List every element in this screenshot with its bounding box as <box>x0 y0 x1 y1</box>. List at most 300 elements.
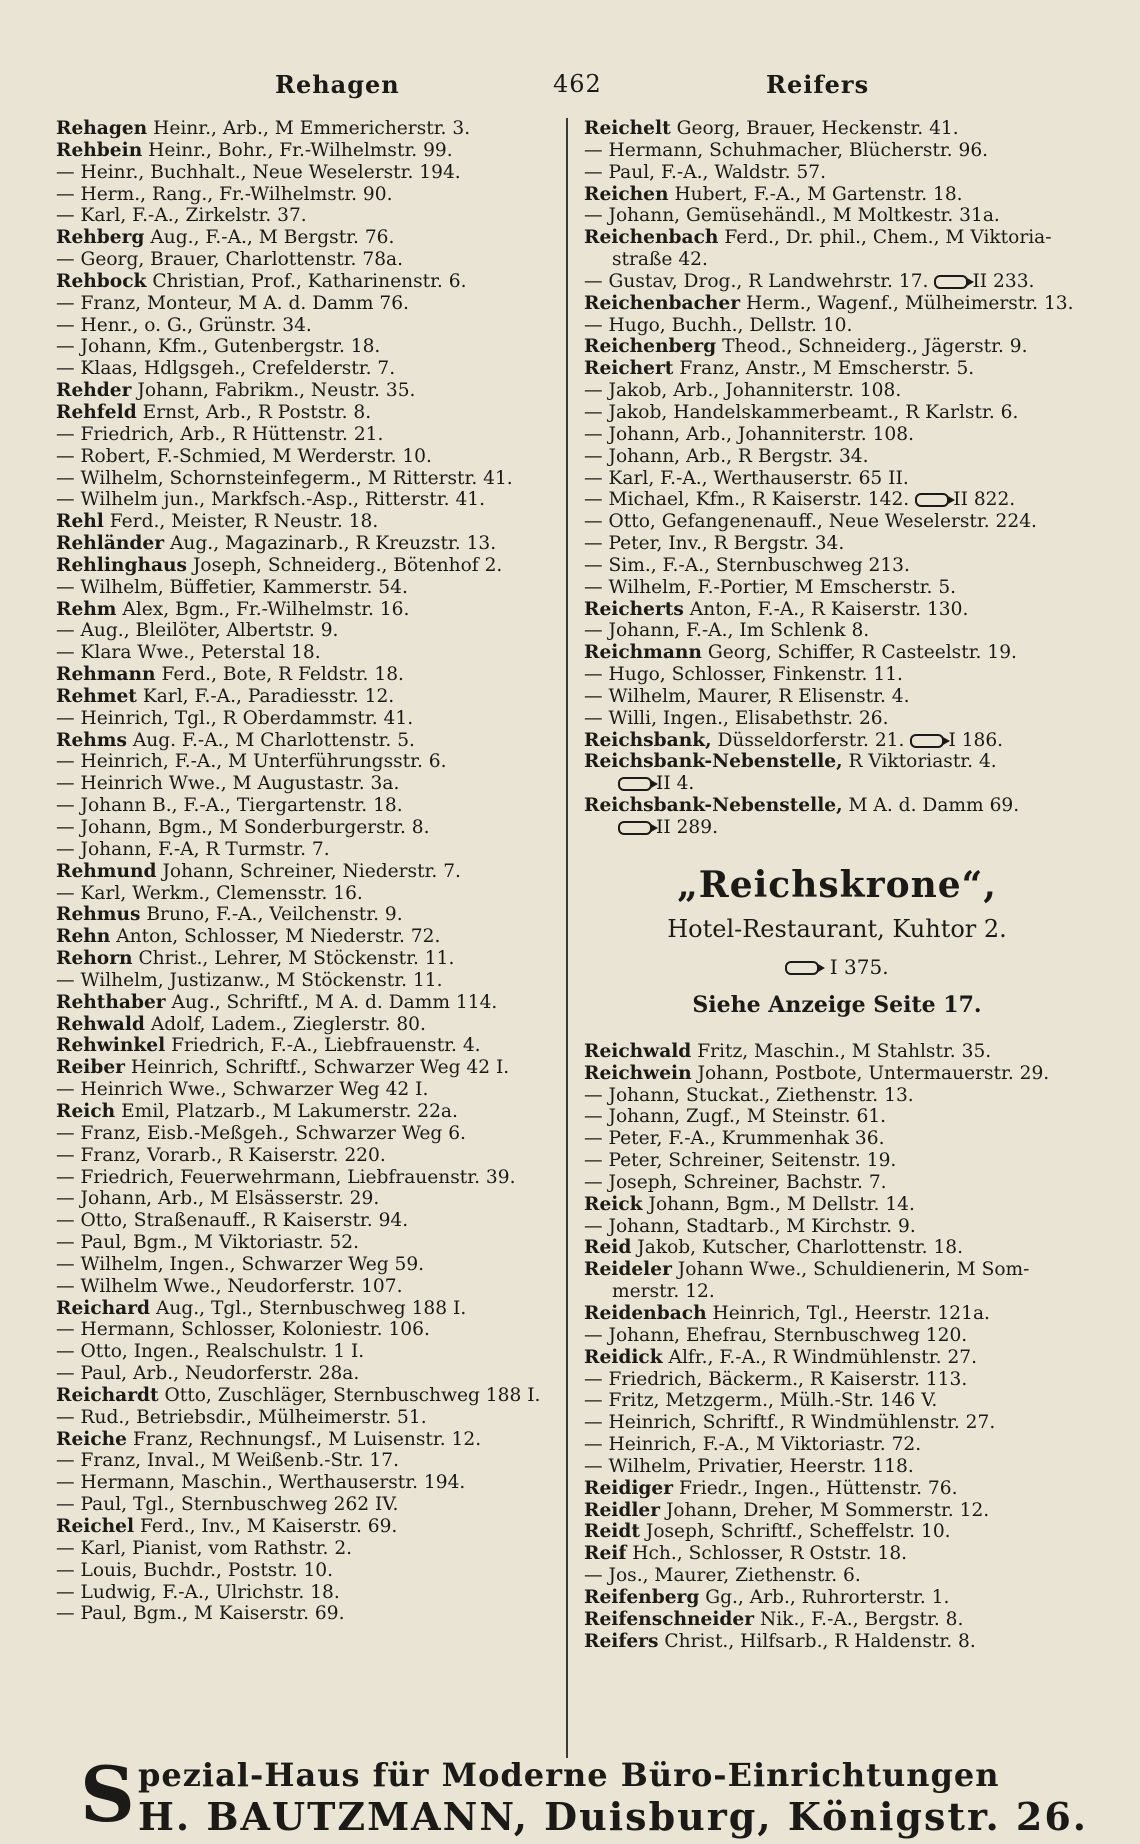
directory-entry <box>56 1276 560 1298</box>
entry-surname: Rehms <box>56 729 127 751</box>
directory-entry <box>584 1390 1090 1412</box>
entry-details: Alfr., F.-A., R Windmühlenstr. 27. <box>668 1346 978 1368</box>
entry-details: — Henr., o. G., Grünstr. 34. <box>56 314 312 336</box>
directory-entry <box>584 489 1090 511</box>
directory-entry <box>584 424 1090 446</box>
entry-details: Ernst, Arb., R Poststr. 8. <box>142 401 372 423</box>
entry-details: — Fritz, Metzgerm., Mülh.-Str. 146 V. <box>584 1390 938 1412</box>
entry-surname: Reidick <box>584 1346 663 1368</box>
directory-entry <box>56 948 560 970</box>
entry-details: Ferd., Dr. phil., Chem., M Viktoria- <box>724 227 1052 249</box>
directory-entry <box>584 1128 1090 1150</box>
directory-entry <box>584 1565 1090 1587</box>
directory-entry <box>584 205 1090 227</box>
entry-surname: Reichwein <box>584 1062 692 1084</box>
entry-surname: Reid <box>584 1237 632 1259</box>
directory-entry <box>56 773 560 795</box>
telephone-icon <box>618 821 652 835</box>
entry-details: — Hugo, Buchh., Dellstr. 10. <box>584 314 853 336</box>
entry-surname: Reichelt <box>584 118 671 139</box>
entry-details: Ferd., Inv., M Kaiserstr. 69. <box>140 1516 398 1537</box>
entry-details: — Johann, Stuckat., Ziethenstr. 13. <box>584 1084 914 1106</box>
directory-entry <box>584 1631 1090 1653</box>
directory-entry <box>584 227 1090 249</box>
entry-details: — Friedrich, Arb., R Hüttenstr. 21. <box>56 423 384 445</box>
directory-entry <box>584 1172 1090 1194</box>
directory-entry <box>56 162 560 184</box>
entry-details: — Karl, F.-A., Werthauserstr. 65 II. <box>584 467 909 489</box>
entry-surname: Reifers <box>584 1630 659 1652</box>
entry-details: — Johann, Arb., M Elsässerstr. 29. <box>56 1188 380 1210</box>
entry-details: — Heinrich, F.-A., M Viktoriastr. 72. <box>584 1434 922 1456</box>
entry-details: — Wilhelm, Büffetier, Kammerstr. 54. <box>56 576 408 598</box>
directory-entry <box>56 577 560 599</box>
directory-entry <box>56 1079 560 1101</box>
directory-entry <box>584 336 1090 358</box>
entry-details: Aug. F.-A., M Charlottenstr. 5. <box>132 729 415 751</box>
entry-details: Herm., Wagenf., Mülheimerstr. 13. <box>745 292 1074 314</box>
entry-details: Johann, Postbote, Untermauerstr. 29. <box>697 1062 1050 1084</box>
directory-entry <box>584 533 1090 555</box>
entry-details: Aug., Schriftf., M A. d. Damm 114. <box>171 991 498 1013</box>
footer-line-1: pezial-Haus für Moderne Büro-Einrichtungen <box>138 1756 1000 1794</box>
entry-details: — Johann, Zugf., M Steinstr. 61. <box>584 1106 887 1128</box>
directory-entry <box>584 1434 1090 1456</box>
right-column-top-entries <box>584 118 1090 839</box>
directory-entry <box>584 1478 1090 1500</box>
directory-entry <box>56 642 560 664</box>
directory-entry <box>584 380 1090 402</box>
entry-details: Nik., F.-A., Bergstr. 8. <box>759 1608 964 1630</box>
entry-details: — Paul, F.-A., Waldstr. 57. <box>584 161 827 183</box>
entry-details: Georg, Brauer, Heckenstr. 41. <box>676 118 959 139</box>
directory-entry <box>56 1057 560 1079</box>
telephone-icon <box>934 275 968 289</box>
entry-phone-number: II 4. <box>656 773 695 795</box>
entry-details: — Hermann, Schlosser, Koloniestr. 106. <box>56 1319 430 1341</box>
entry-details: — Klara Wwe., Peterstal 18. <box>56 642 321 664</box>
directory-entry <box>56 424 560 446</box>
entry-details: — Rud., Betriebsdir., Mülheimerstr. 51. <box>56 1406 427 1428</box>
entry-details: Ferd., Meister, R Neustr. 18. <box>109 511 379 533</box>
entry-details: Christ., Lehrer, M Stöckenstr. 11. <box>138 948 455 970</box>
entry-details: — Klaas, Hdlgsgeh., Crefelderstr. 7. <box>56 358 396 380</box>
entry-details: — Karl, F.-A., Zirkelstr. 37. <box>56 205 307 227</box>
directory-entry <box>584 315 1090 337</box>
entry-details: — Johann, F.-A, R Turmstr. 7. <box>56 838 330 860</box>
entry-surname: Reifenberg <box>584 1586 700 1608</box>
entry-surname: Rehwald <box>56 1013 145 1035</box>
directory-entry <box>56 904 560 926</box>
entry-details: — Paul, Tgl., Sternbuschweg 262 IV. <box>56 1494 399 1516</box>
entry-details: Christ., Hilfsarb., R Haldenstr. 8. <box>664 1630 976 1652</box>
entry-surname: Reiber <box>56 1057 125 1079</box>
directory-entry <box>56 336 560 358</box>
directory-entry <box>56 1341 560 1363</box>
entry-surname: Reichel <box>56 1516 135 1537</box>
entry-surname: Rehländer <box>56 533 165 555</box>
entry-surname: Rehfeld <box>56 401 137 423</box>
entry-surname: Rehthaber <box>56 991 166 1013</box>
entry-details: Alex, Bgm., Fr.-Wilhelmstr. 16. <box>122 598 410 620</box>
telephone-icon <box>618 777 652 791</box>
entry-details: — Hermann, Schuhmacher, Blücherstr. 96. <box>584 139 989 161</box>
directory-entry <box>584 1216 1090 1238</box>
entry-details: — Karl, Werkm., Clemensstr. 16. <box>56 882 363 904</box>
directory-entry <box>56 205 560 227</box>
entry-details: Aug., Tgl., Sternbuschweg 188 I. <box>155 1297 467 1319</box>
directory-entry <box>584 577 1090 599</box>
directory-entry <box>584 686 1090 708</box>
directory-entry <box>584 1347 1090 1369</box>
directory-entry <box>56 249 560 271</box>
entry-surname: Rehagen <box>56 118 148 139</box>
directory-entry <box>56 1516 560 1538</box>
entry-surname: Reichwald <box>584 1040 692 1062</box>
entry-details: Düsseldorferstr. 21. <box>717 729 905 751</box>
entry-details: — Johann, Gemüsehändl., M Moltkestr. 31a. <box>584 205 1000 227</box>
entry-details: Hubert, F.-A., M Gartenstr. 18. <box>674 183 963 205</box>
entry-details: Anton, F.-A., R Kaiserstr. 130. <box>689 598 969 620</box>
entry-surname: Reidiger <box>584 1477 674 1499</box>
entry-details: — Johann B., F.-A., Tiergartenstr. 18. <box>56 795 403 817</box>
advert-box <box>584 861 1090 1025</box>
entry-phone-number: II 822. <box>953 489 1016 511</box>
entry-details: — Jakob, Handelskammerbeamt., R Karlstr. 6. <box>584 401 1019 423</box>
entry-surname: Reichenbach <box>584 227 719 249</box>
directory-entry <box>56 1385 560 1407</box>
entry-details: — Franz, Eisb.-Meßgeh., Schwarzer Weg 6. <box>56 1122 466 1144</box>
directory-entry <box>584 511 1090 533</box>
directory-entry <box>584 730 1090 752</box>
directory-entry <box>56 686 560 708</box>
entry-details: Otto, Zuschläger, Sternbuschweg 188 I. <box>164 1384 541 1406</box>
entry-surname: Rehder <box>56 380 132 402</box>
entry-details: Aug., Magazinarb., R Kreuzstr. 13. <box>169 533 497 555</box>
entry-details: — Wilhelm, Justizanw., M Stöckenstr. 11. <box>56 969 443 991</box>
directory-entry <box>56 184 560 206</box>
entry-surname: Rehm <box>56 598 117 620</box>
entry-details: Friedr., Ingen., Hüttenstr. 76. <box>678 1477 958 1499</box>
directory-entry <box>56 1298 560 1320</box>
entry-details: — Otto, Ingen., Realschulstr. 1 I. <box>56 1341 365 1363</box>
entry-details: — Heinrich, Schriftf., R Windmühlenstr. 27. <box>584 1412 996 1434</box>
entry-phone-number: II 289. <box>656 817 719 838</box>
directory-entry <box>56 1494 560 1516</box>
directory-entry <box>56 1319 560 1341</box>
entry-details: Theod., Schneiderg., Jägerstr. 9. <box>722 336 1028 358</box>
entry-details: — Wilhelm jun., Markfsch.-Asp., Ritterstr. 41. <box>56 489 486 511</box>
directory-entry <box>584 599 1090 621</box>
directory-entry <box>56 599 560 621</box>
running-head-right: Reifers <box>766 70 870 99</box>
entry-details: — Johann, Ehefrau, Sternbuschweg 120. <box>584 1324 968 1346</box>
footer-initial: S <box>80 1750 135 1839</box>
entry-details: — Wilhelm, Maurer, R Elisenstr. 4. <box>584 685 910 707</box>
entry-surname: Reidler <box>584 1499 661 1521</box>
entry-surname: Reichmann <box>584 642 702 664</box>
directory-entry <box>56 555 560 577</box>
entry-details: Franz, Rechnungsf., M Luisenstr. 12. <box>132 1428 482 1450</box>
directory-entry <box>584 1325 1090 1347</box>
directory-entry <box>584 1587 1090 1609</box>
entry-details: — Louis, Buchdr., Poststr. 10. <box>56 1559 334 1581</box>
entry-details: Johann, Schreiner, Niederstr. 7. <box>162 860 461 882</box>
entry-surname: Reichert <box>584 358 674 380</box>
entry-details: — Heinrich, F.-A., M Unterführungsstr. 6. <box>56 751 447 773</box>
directory-entry <box>584 402 1090 424</box>
directory-entry <box>584 1412 1090 1434</box>
directory-entry <box>584 795 1090 817</box>
directory-entry <box>584 664 1090 686</box>
entry-details: — Robert, F.-Schmied, M Werderstr. 10. <box>56 445 432 467</box>
directory-entry <box>56 446 560 468</box>
entry-details: — Wilhelm Wwe., Neudorferstr. 107. <box>56 1275 403 1297</box>
entry-details: Johann Wwe., Schuldienerin, M Som- <box>677 1259 1030 1281</box>
directory-entry <box>56 271 560 293</box>
entry-details: R Viktoriastr. 4. <box>848 751 997 773</box>
directory-entry <box>584 118 1090 140</box>
telephone-icon <box>910 734 944 748</box>
directory-entry <box>56 664 560 686</box>
entry-details: Heinr., Arb., M Emmericherstr. 3. <box>153 118 471 139</box>
directory-entry <box>56 140 560 162</box>
directory-entry <box>584 1500 1090 1522</box>
entry-details: — Wilhelm, Privatier, Heerstr. 118. <box>584 1455 914 1477</box>
directory-entry <box>56 1254 560 1276</box>
entry-details: Anton, Schlosser, M Niederstr. 72. <box>116 926 441 948</box>
directory-entry <box>56 1472 560 1494</box>
entry-details: — Hermann, Maschin., Werthauserstr. 194. <box>56 1472 466 1494</box>
entry-surname: Rehmann <box>56 664 156 686</box>
footer-line-2: H. BAUTZMANN, Duisburg, Königstr. 26. <box>138 1794 1089 1839</box>
entry-details: Joseph, Schriftf., Scheffelstr. 10. <box>645 1521 951 1543</box>
entry-details: — Heinr., Buchhalt., Neue Weselerstr. 194. <box>56 161 461 183</box>
directory-entry <box>56 839 560 861</box>
directory-entry <box>56 1450 560 1472</box>
entry-surname: Reiche <box>56 1428 128 1450</box>
entry-details: — Franz, Monteur, M A. d. Damm 76. <box>56 292 409 314</box>
directory-entry <box>56 1101 560 1123</box>
directory-entry <box>584 1521 1090 1543</box>
entry-phone-number: II 233. <box>972 270 1035 292</box>
entry-details: — Karl, Pianist, vom Rathstr. 2. <box>56 1537 353 1559</box>
directory-entry <box>56 118 560 140</box>
directory-entry <box>56 708 560 730</box>
right-column <box>584 118 1090 1652</box>
entry-details: — Johann, F.-A., Im Schlenk 8. <box>584 620 870 642</box>
entry-details: — Johann, Arb., R Bergstr. 34. <box>584 445 869 467</box>
directory-entry <box>56 358 560 380</box>
entry-details: — Friedrich, Feuerwehrmann, Liebfrauenstr. 39. <box>56 1166 516 1188</box>
entry-details: — Herm., Rang., Fr.-Wilhelmstr. 90. <box>56 183 393 205</box>
directory-entry <box>584 184 1090 206</box>
directory-entry <box>56 1603 560 1625</box>
entry-details: — Willi, Ingen., Elisabethstr. 26. <box>584 707 889 729</box>
directory-entry <box>56 730 560 752</box>
entry-details: — Johann, Bgm., M Sonderburgerstr. 8. <box>56 817 430 838</box>
entry-details: — Johann, Arb., Johanniterstr. 108. <box>584 423 914 445</box>
entry-details: Heinr., Bohr., Fr.-Wilhelmstr. 99. <box>148 139 453 161</box>
entry-surname: Reichsbank, <box>584 729 712 751</box>
directory-entry <box>584 1063 1090 1085</box>
directory-entry <box>56 468 560 490</box>
entry-surname: Reideler <box>584 1259 672 1281</box>
directory-entry <box>584 162 1090 184</box>
entry-details: Emil, Platzarb., M Lakumerstr. 22a. <box>121 1100 458 1122</box>
directory-entry <box>56 1582 560 1604</box>
entry-details: Jakob, Kutscher, Charlottenstr. 18. <box>637 1237 964 1259</box>
directory-entry <box>56 1429 560 1451</box>
entry-details: — Hugo, Schlosser, Finkenstr. 11. <box>584 664 903 686</box>
advert-note: Siehe Anzeige Seite 17. <box>692 991 982 1018</box>
directory-entry <box>584 1456 1090 1478</box>
entry-details: Heinrich, Tgl., Heerstr. 121a. <box>712 1302 990 1324</box>
entry-phone-number: I 186. <box>948 729 1004 751</box>
directory-entry <box>584 708 1090 730</box>
entry-details: Friedrich, F.-A., Liebfrauenstr. 4. <box>171 1035 481 1057</box>
running-head-left: Rehagen <box>275 70 400 99</box>
directory-entry <box>584 555 1090 577</box>
directory-entry <box>56 1167 560 1189</box>
directory-entry <box>56 1188 560 1210</box>
entry-details: Franz, Anstr., M Emscherstr. 5. <box>679 358 975 380</box>
entry-details: — Heinrich Wwe., M Augustastr. 3a. <box>56 773 400 795</box>
entry-details: Adolf, Ladem., Zieglerstr. 80. <box>150 1013 426 1035</box>
directory-entry <box>584 1609 1090 1631</box>
entry-details: — Sim., F.-A., Sternbuschweg 213. <box>584 554 910 576</box>
entry-details: — Gustav, Drog., R Landwehrstr. 17. <box>584 270 929 292</box>
directory-entry <box>56 795 560 817</box>
directory-entry <box>584 1259 1090 1281</box>
entry-details: merstr. 12. <box>612 1281 715 1303</box>
directory-entry <box>584 1150 1090 1172</box>
directory-entry <box>56 883 560 905</box>
directory-entry <box>56 1123 560 1145</box>
directory-entry <box>56 970 560 992</box>
entry-surname: Rehmund <box>56 860 157 882</box>
entry-details: — Michael, Kfm., R Kaiserstr. 142. <box>584 489 910 511</box>
directory-entry <box>584 1543 1090 1565</box>
directory-entry <box>584 751 1090 773</box>
directory-entry <box>56 380 560 402</box>
entry-details: M A. d. Damm 69. <box>848 795 1020 817</box>
entry-details: — Otto, Straßenauff., R Kaiserstr. 94. <box>56 1210 409 1232</box>
entry-surname: Reidenbach <box>584 1302 707 1324</box>
directory-entry <box>584 1106 1090 1128</box>
entry-phone <box>618 773 694 795</box>
directory-entry <box>56 227 560 249</box>
entry-details: — Johann, Stadtarb., M Kirchstr. 9. <box>584 1215 916 1237</box>
directory-entry <box>584 1085 1090 1107</box>
entry-details: straße 42. <box>612 249 708 271</box>
entry-details: — Wilhelm, Ingen., Schwarzer Weg 59. <box>56 1253 425 1275</box>
entry-phone <box>934 271 1034 293</box>
directory-entry <box>56 315 560 337</box>
directory-entry <box>56 992 560 1014</box>
directory-entry <box>584 1303 1090 1325</box>
entry-surname: Rehberg <box>56 227 145 249</box>
entry-details: — Ludwig, F.-A., Ulrichstr. 18. <box>56 1581 340 1603</box>
entry-surname: Reichsbank-Nebenstelle, <box>584 795 843 817</box>
directory-entry <box>584 620 1090 642</box>
entry-surname: Reif <box>584 1543 627 1565</box>
directory-entry <box>584 1281 1090 1303</box>
entry-details: — Aug., Bleilöter, Albertstr. 9. <box>56 620 339 642</box>
entry-surname: Reichen <box>584 183 669 205</box>
directory-entry <box>56 861 560 883</box>
directory-entry <box>56 511 560 533</box>
entry-details: — Peter, Inv., R Bergstr. 34. <box>584 533 845 555</box>
directory-entry <box>584 773 1090 795</box>
directory-entry <box>584 817 1090 839</box>
entry-phone <box>915 489 1015 511</box>
entry-details: — Joseph, Schreiner, Bachstr. 7. <box>584 1171 887 1193</box>
entry-surname: Rehn <box>56 926 111 948</box>
directory-entry <box>584 1194 1090 1216</box>
entry-details: Georg, Schiffer, R Casteelstr. 19. <box>707 642 1017 664</box>
advert-subtitle: Hotel-Restaurant, Kuhtor 2. <box>667 914 1007 943</box>
entry-phone <box>618 817 718 839</box>
entry-surname: Rehmus <box>56 904 141 926</box>
directory-entry <box>56 1363 560 1385</box>
directory-entry <box>584 468 1090 490</box>
directory-entry <box>584 446 1090 468</box>
entry-surname: Rehl <box>56 511 104 533</box>
page-number: 462 <box>553 70 602 98</box>
directory-entry <box>56 1210 560 1232</box>
entry-details: Bruno, F.-A., Veilchenstr. 9. <box>146 904 403 926</box>
entry-details: Johann, Bgm., M Dellstr. 14. <box>648 1193 915 1215</box>
directory-entry <box>56 1014 560 1036</box>
advert-phone-number: I 375. <box>829 954 889 979</box>
entry-surname: Reicherts <box>584 598 684 620</box>
directory-entry <box>584 140 1090 162</box>
entry-details: — Johann, Kfm., Gutenbergstr. 18. <box>56 336 381 358</box>
entry-details: — Friedrich, Bäckerm., R Kaiserstr. 113. <box>584 1368 968 1390</box>
entry-details: — Paul, Arb., Neudorferstr. 28a. <box>56 1363 360 1385</box>
directory-entry <box>56 817 560 839</box>
left-column <box>56 118 560 1625</box>
entry-surname: Reick <box>584 1193 643 1215</box>
directory-entry <box>56 293 560 315</box>
directory-entry <box>56 489 560 511</box>
entry-details: — Jakob, Arb., Johanniterstr. 108. <box>584 380 902 402</box>
entry-surname: Reichsbank-Nebenstelle, <box>584 751 843 773</box>
directory-entry <box>584 1041 1090 1063</box>
entry-phone <box>910 730 1003 752</box>
telephone-icon <box>915 493 949 507</box>
entry-details: — Otto, Gefangenenauff., Neue Weselerstr. 224. <box>584 511 1037 533</box>
entry-details: — Wilhelm, Schornsteinfegerm., M Ritterstr. 41. <box>56 467 513 489</box>
column-divider <box>566 118 568 1758</box>
telephone-icon <box>785 961 819 975</box>
directory-entry <box>56 1407 560 1429</box>
entry-details: Joseph, Schneiderg., Bötenhof 2. <box>192 554 503 576</box>
directory-entry <box>56 751 560 773</box>
directory-entry <box>584 271 1090 293</box>
entry-surname: Reidt <box>584 1521 640 1543</box>
directory-entry <box>584 293 1090 315</box>
entry-details: Johann, Fabrikm., Neustr. 35. <box>137 380 416 402</box>
entry-surname: Reichenberg <box>584 336 717 358</box>
entry-surname: Reich <box>56 1100 116 1122</box>
entry-details: Ferd., Bote, R Feldstr. 18. <box>161 664 404 686</box>
entry-details: Gg., Arb., Ruhrorterstr. 1. <box>705 1586 950 1608</box>
entry-details: — Peter, Schreiner, Seitenstr. 19. <box>584 1150 897 1172</box>
directory-entry <box>56 533 560 555</box>
entry-details: Aug., F.-A., M Bergstr. 76. <box>150 227 395 249</box>
